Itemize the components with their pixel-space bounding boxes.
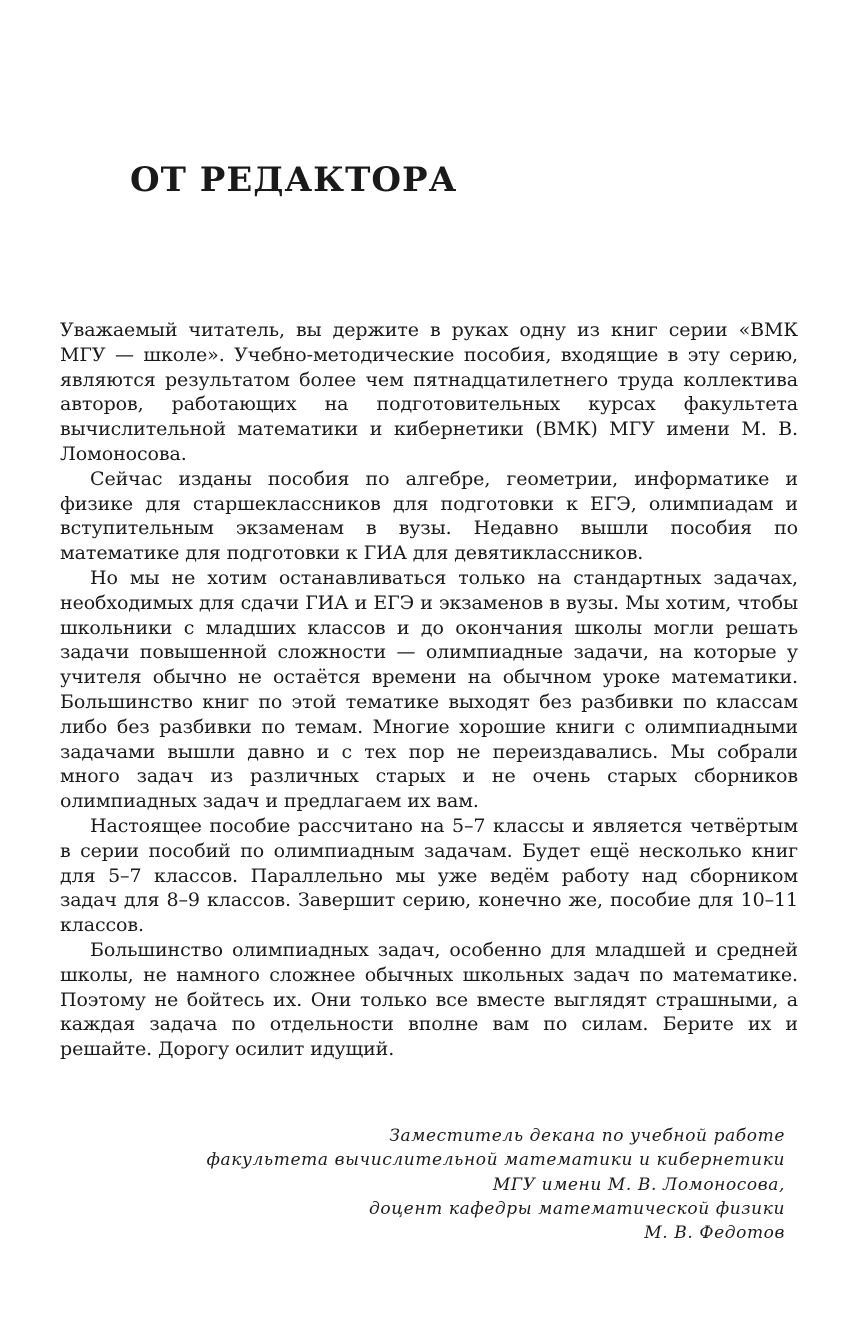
signature-department: доцент кафедры математической физики bbox=[369, 1198, 785, 1219]
paragraph: Сейчас изданы пособия по алгебре, геометрии, информатике и физике для старшеклассников для подготовки к ЕГЭ, олимпиадам и вступительным экзаменам в вузы. Недавно вышли пособия по математике для подготовки к ГИА для девятиклассников. bbox=[60, 467, 798, 565]
signature-block bbox=[207, 1124, 785, 1245]
signature-university: МГУ имени М. В. Ломоносова, bbox=[492, 1174, 785, 1195]
signature-name: М. В. Федотов bbox=[644, 1223, 785, 1244]
signature-faculty: факультета вычислительной математики и кибернетики bbox=[206, 1150, 785, 1171]
signature-position: Заместитель декана по учебной работе bbox=[389, 1126, 785, 1146]
paragraph: Настоящее пособие рассчитано на 5–7 классы и является четвёртым в серии пособий по олимпиадным задачам. Будет ещё несколько книг для 5–7 классов. Параллельно мы уже ведём работу над сборником задач для 8–9 классов. Завершит серию, конечно же, пособие для 10–11 классов. bbox=[60, 814, 798, 937]
paragraph: Но мы не хотим останавливаться только на стандартных задачах, необходимых для сдачи ГИА и ЕГЭ и экзаменов в вузы. Мы хотим, чтобы школьники с младших классов и до окончания школы могли решать задачи повышенной сложности — олимпиадные задачи, на которые у учителя обычно не остаётся времени на обычном уроке математики. Большинство книг по этой тематике выходят без разбивки по классам либо без разбивки по темам. Многие хорошие книги с олимпиадными задачами вышли давно и с тех пор не переиздавались. Мы собрали много задач из различных старых и не очень старых сборников олимпиадных задач и предлагаем их вам. bbox=[60, 566, 798, 813]
paragraph: Большинство олимпиадных задач, особенно для младшей и средней школы, не намного сложнее обычных школьных задач по математике. Поэтому не бойтесь их. Они только все вместе выглядят страшными, а каждая задача по отдельности вполне вам по силам. Берите их и решайте. Дорогу осилит идущий. bbox=[60, 938, 798, 1061]
body-text bbox=[60, 318, 798, 1062]
paragraph: Уважаемый читатель, вы держите в руках одну из книг серии «ВМК МГУ — школе». Учебно-методические пособия, входящие в эту серию, являются результатом более чем пятнадцатилетнего труда коллектива авторов, работающих на подготовительных курсах факультета вычислительной математики и кибернетики (ВМК) МГУ имени М. В. Ломоносова. bbox=[60, 319, 798, 465]
page-title: ОТ РЕДАКТОРА bbox=[130, 160, 458, 200]
